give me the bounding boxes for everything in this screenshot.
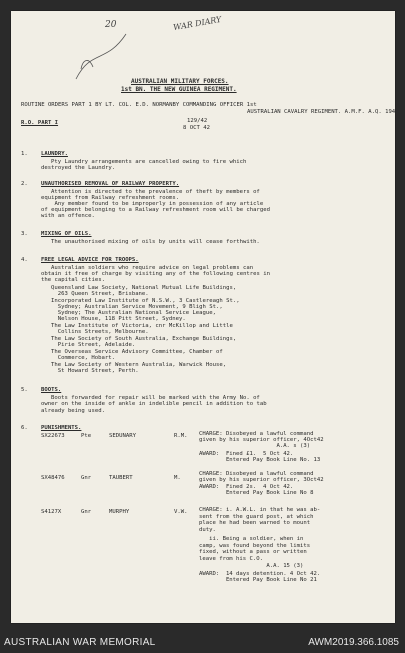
section-body-line: The unauthorised mixing of oils by units will cease forthwith. (51, 239, 260, 245)
punishment-line: fixed, without a pass or written (199, 549, 307, 555)
section-body-line: The Law Institute of Victoria, cnr McKillop and Little (51, 323, 233, 329)
punishment-line: given by his superior officer, 3Oct42 (199, 477, 324, 483)
soldier-rank: Gnr (81, 475, 92, 481)
soldier-number: SX48476 (41, 475, 65, 481)
punishment-line: duty. (199, 527, 216, 533)
handwritten-page-mark: 20 (105, 20, 117, 30)
punishment-line: place he had been warned to mount (199, 520, 311, 526)
section-body-line: Sydney; The Australian National Service League, (51, 310, 217, 316)
punishment-line: Entered Pay Book Line No 21 (199, 577, 317, 583)
section-body-line: Pty Laundry arrangements are cancelled owing to fire which (51, 159, 247, 165)
header-line-2: 1st BN. THE NEW GUINEA REGIMENT. (121, 86, 237, 93)
section-number: 2. (21, 181, 28, 187)
punishment-line: A.A. s (3) (199, 443, 311, 449)
section-heading: FREE LEGAL ADVICE FOR TROOPS. (41, 257, 139, 263)
handwritten-scribble (71, 29, 131, 84)
reference-number: AWM2019.366.1085 (308, 637, 399, 648)
section-body-line: Commerce, Hobart. (51, 355, 115, 361)
punishment-line: CHARGE: Disobeyed a lawful command (199, 471, 314, 477)
soldier-rank: Gnr (81, 509, 92, 515)
handwritten-war-diary: WAR DIARY (172, 14, 222, 33)
section-heading: BOOTS. (41, 387, 62, 393)
punishment-line: sent from the guard post, at which (199, 514, 314, 520)
section-body-line: destroyed the Laundry. (41, 165, 116, 171)
punishment-line: AWARD: Fined 2s. 4 Oct 42. (199, 484, 294, 490)
section-body-line: Incorporated Law Institute of N.S.W., 3 Castlereagh St., (51, 298, 240, 304)
punishment-line: CHARGE: Disobeyed a lawful command (199, 431, 314, 437)
section-body-line: obtain it free of charge by visiting any of the following centres in (41, 271, 271, 277)
section-body-line: Any member found to be improperly in possession of any article (41, 201, 264, 207)
soldier-number: SX22673 (41, 433, 65, 439)
section-body-line: Pirie Street, Adelaide. (51, 342, 136, 348)
section-number: 1. (21, 151, 28, 157)
soldier-rank: Pte (81, 433, 92, 439)
section-body-line: Australian soldiers who require advice on legal problems can (51, 265, 254, 271)
section-number: 4. (21, 257, 28, 263)
soldier-initials: M. (174, 475, 181, 481)
section-number: 5. (21, 387, 28, 393)
punishment-line: Entered Pay Book Line No. 13 (199, 457, 321, 463)
punishment-line: AWARD: 14 days detention. 4 Oct 42. (199, 571, 321, 577)
section-heading: LAUNDRY. (41, 151, 68, 157)
header-line-1: AUSTRALIAN MILITARY FORCES. (131, 78, 229, 85)
section-body-line: 263 Queen Street, Brisbane. (51, 291, 149, 297)
section-body-line: with an offence. (41, 213, 95, 219)
document-page (11, 11, 399, 623)
section-heading: PUNISHMENTS. (41, 425, 82, 431)
section-body-line: Nelson House, 118 Pitt Street, Sydney. (51, 316, 186, 322)
section-body-line: The Overseas Service Advisory Committee, Chamber of (51, 349, 223, 355)
section-heading: UNAUTHORISED REMOVAL OF RAILWAY PROPERTY. (41, 181, 180, 187)
soldier-name: TAUBERT (109, 475, 133, 481)
punishment-line: AWARD: Fined £1. 5 Oct 42. (199, 451, 294, 457)
punishment-line: camp, was found beyond the limits (199, 543, 311, 549)
ro-date: 8 OCT 42 (183, 125, 210, 131)
section-body-line: Sydney; Australian Service Movement, 9 Bligh St., (51, 304, 223, 310)
ro-part-label: R.O. PART I (21, 120, 59, 126)
section-body-line: already being used. (41, 408, 105, 414)
section-number: 3. (21, 231, 28, 237)
section-body-line: the capital cities. (41, 277, 105, 283)
punishment-line: leave from his C.O. (199, 556, 263, 562)
ro-number: 129/42 (187, 118, 208, 124)
section-body-line: owner on the inside of ankle in indelible pencil in addition to tab (41, 401, 267, 407)
soldier-number: S4127X (41, 509, 62, 515)
section-body-line: The Law Society of South Australia, Exchange Buildings, (51, 336, 237, 342)
section-heading: MIXING OF OILS. (41, 231, 92, 237)
institution-label: AUSTRALIAN WAR MEMORIAL (4, 637, 156, 648)
section-body-line: of equipment belonging to a Railway refreshment room will be charged (41, 207, 271, 213)
punishment-line: Entered Pay Book Line No 8 (199, 490, 314, 496)
section-number: 6. (21, 425, 28, 431)
section-body-line: equipment from Railway refreshment rooms. (41, 195, 180, 201)
soldier-name: SEDUNARY (109, 433, 136, 439)
section-body-line: The Law Society of Western Australia, Warwick House, (51, 362, 227, 368)
section-body-line: Boots forwarded for repair will be marked with the Army No. of (51, 395, 260, 401)
section-body-line: Attention is directed to the prevalence of theft by members of (51, 189, 260, 195)
punishment-line: given by his superior officer, 4Oct42 (199, 437, 324, 443)
soldier-initials: R.M. (174, 433, 188, 439)
routine-orders-unit: AUSTRALIAN CAVALRY REGIMENT. A.M.F. A.Q. 1942 (247, 109, 399, 115)
section-body-line: St Howard Street, Perth. (51, 368, 139, 374)
punishment-line: A.A. 15 (3) (199, 563, 304, 569)
routine-orders-title: ROUTINE ORDERS PART 1 BY LT. COL. E.D. NORMANBY COMMANDING OFFICER 1st (21, 102, 257, 108)
footer-bar (0, 632, 405, 653)
section-body-line: Queensland Law Society, National Mutual Life Buildings, (51, 285, 237, 291)
punishment-line: ii. Being a soldier, when in (199, 536, 304, 542)
soldier-initials: V.W. (174, 509, 188, 515)
punishment-line: CHARGE: i. A.W.L. in that he was ab- (199, 507, 321, 513)
section-body-line: Collins Streets, Melbourne. (51, 329, 149, 335)
soldier-name: MURPHY (109, 509, 130, 515)
